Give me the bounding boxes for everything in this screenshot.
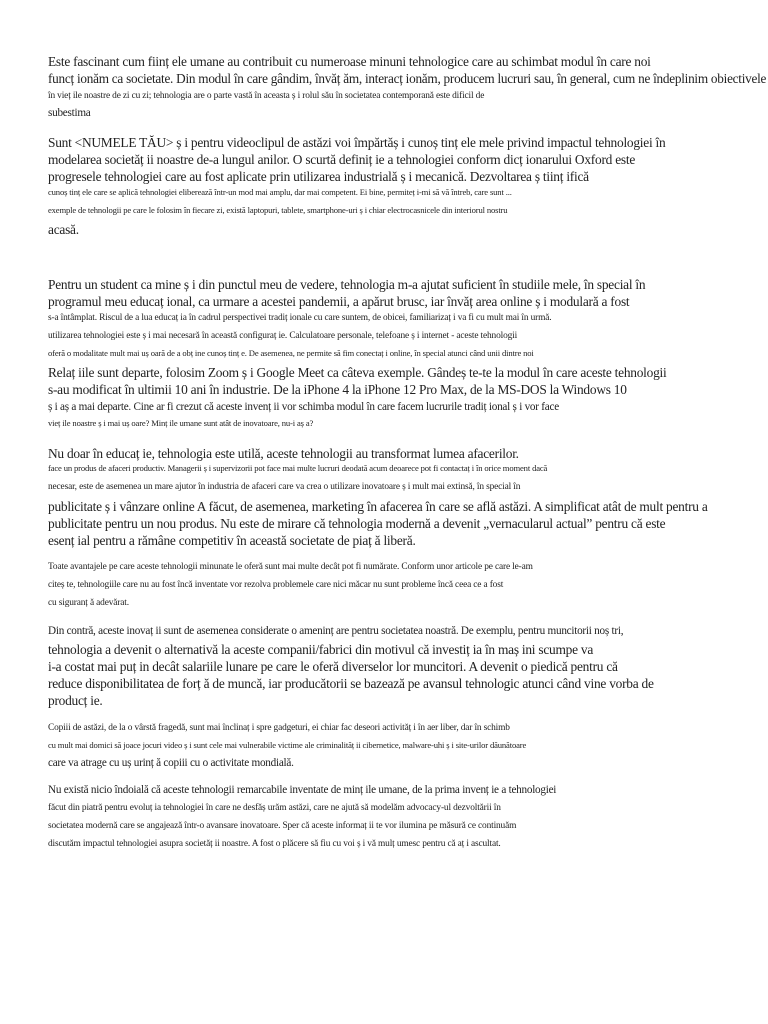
- text-line: exemple de tehnologii pe care le folosim în fiecare zi, există laptopuri, tablete, smartphone-uri ș i chiar electrocasnicele din interiorul nostru: [48, 205, 508, 215]
- text-line: progresele tehnologiei care au fost aplicate prin utilizarea industrială ș i mecanică. Dezvoltarea ș tiinț ifică: [48, 169, 589, 184]
- text-line: modelarea societăț ii noastre de-a lungul anilor. O scurtă definiț ie a tehnologiei conform dicț ionarului Oxford este: [48, 152, 636, 167]
- text-line: cunoș tinț ele care se aplică tehnologiei eliberează într-un mod mai amplu, dar mai competent. Ei bine, permiteț i-mi să vă întreb, care sunt ...: [48, 187, 512, 197]
- text-line: Toate avantajele pe care aceste tehnologii minunate le oferă sunt mai multe decât pot fi numărate. Conform unor articole pe care le-am: [48, 562, 533, 572]
- text-line: Copiii de astăzi, de la o vârstă fragedă, sunt mai înclinaț i spre gadgeturi, ei chiar fac deseori activităț i în aer liber, dar în schimb: [48, 723, 510, 733]
- text-line: esenț ial pentru a rămâne competitiv în această societate de piaț ă liberă.: [48, 533, 416, 548]
- text-line: Din contră, aceste inovaț ii sunt de asemenea considerate o ameninț are pentru societatea noastră. De exemplu, pentru muncitorii noș tri,: [48, 625, 624, 637]
- text-line: Pentru un student ca mine ș i din punctul meu de vedere, tehnologia m-a ajutat suficient în studiile mele, în special în: [48, 277, 646, 292]
- text-line: s-a întâmplat. Riscul de a lua educaț ia în cadrul perspectivei tradiț ionale cu care suntem, de obicei, familiarizaț i va fi cu mult mai în urmă.: [48, 313, 552, 323]
- text-line: societatea modernă care se angajează într-o avansare inovatoare. Sper că aceste informaț ii te vor ilumina pe măsură ce continuăm: [48, 821, 517, 831]
- text-line: subestima: [48, 107, 91, 119]
- text-line: programul meu educaț ional, ca urmare a acestei pandemii, a apărut brusc, iar învăț area online ș i modulară a fost: [48, 294, 630, 309]
- text-line: producț ie.: [48, 693, 103, 708]
- text-line: publicitate ș i vânzare online A făcut, de asemenea, marketing în afacerea în care se află astăzi. A simplificat atât de mult pentru a: [48, 499, 708, 514]
- text-line: Este fascinant cum ființ ele umane au contribuit cu numeroase minuni tehnologice care au schimbat modul în care noi: [48, 54, 651, 69]
- text-line: reduce disponibilitatea de forț ă de muncă, iar producătorii se bazează pe avansul tehnologic atunci când vine vorba de: [48, 676, 654, 691]
- text-line: funcț ionăm ca societate. Din modul în care gândim, învăț ăm, interacț ionăm, producem lucruri sau, în general, cum ne îndeplinim obiectivele: [48, 71, 767, 86]
- text-line: vieț ile noastre ș i mai uș oare? Minț ile umane sunt atât de inovatoare, nu-i aș a?: [48, 418, 314, 428]
- text-line: necesar, este de asemenea un mare ajutor în industria de afaceri care va crea o utilizare inovatoare ș i mult mai extinsă, în special în: [48, 482, 521, 492]
- text-line: Nu doar în educaț ie, tehnologia este utilă, aceste tehnologii au transformat lumea afacerilor.: [48, 446, 519, 461]
- text-line: utilizarea tehnologiei este ș i mai necesară în această configuraț ie. Calculatoare personale, telefoane ș i internet - aceste tehnologii: [48, 331, 518, 341]
- text-line: în vieț ile noastre de zi cu zi; tehnologia are o parte vastă în aceasta ș i rolul său în societatea contemporană este dificil de: [48, 91, 485, 101]
- text-line: Nu există nicio îndoială că aceste tehnologii remarcabile inventate de minț ile umane, de la prima invenț ie a tehnologiei: [48, 784, 557, 796]
- text-line: face un produs de afaceri productiv. Managerii ș i supervizorii pot face mai multe lucruri deodată acum deoarece pot fi contactaț i în orice moment dacă: [48, 463, 548, 473]
- text-line: ș i aș a mai departe. Cine ar fi crezut că aceste invenț ii vor schimba modul în care facem lucrurile tradiț ional ș i vor face: [48, 401, 559, 413]
- text-line: cu mult mai domici să joace jocuri video ș i sunt cele mai vulnerabile victime ale criminalităț ii cibernetice, malware-uhi ș i site-urilor dăunătoare: [48, 740, 527, 750]
- text-line: cu siguranț ă adevărat.: [48, 598, 129, 608]
- text-line: citeș te, tehnologiile care nu au fost încă inventate vor rezolva problemele care nici măcar nu sunt probleme încă ceea ce a fost: [48, 580, 504, 590]
- text-line: acasă.: [48, 222, 79, 237]
- text-line: Relaț iile sunt departe, folosim Zoom ș i Google Meet ca câteva exemple. Gândeș te-te la modul în care aceste tehnologii: [48, 365, 667, 380]
- text-line: oferă o modalitate mult mai uș oară de a obț ine cunoș tinț e. De asemenea, ne permite să fim conectaț i online, în special atunci când unii dintre noi: [48, 348, 534, 358]
- text-line: s-au modificat în ultimii 10 ani în industrie. De la iPhone 4 la iPhone 12 Pro Max, de la MS-DOS la Windows 10: [48, 382, 627, 397]
- text-line: făcut din piatră pentru evoluț ia tehnologiei în care ne desfăș urăm astăzi, care ne ajută să modelăm advocacy-ul dezvoltării în: [48, 803, 501, 813]
- text-line: care va atrage cu uș urinț ă copiii cu o activitate mondială.: [48, 757, 294, 769]
- text-line: publicitate pentru un nou produs. Nu este de mirare că tehnologia modernă a devenit „vernacularul actual” pentru că este: [48, 516, 666, 531]
- text-line: Sunt <NUMELE TĂU> ș i pentru videoclipul de astăzi voi împărtăș i cunoș tinț ele mele privind impactul tehnologiei în: [48, 135, 666, 150]
- text-line: tehnologia a devenit o alternativă la aceste companii/fabrici din motivul că investiț ia în maș ini scumpe va: [48, 642, 594, 657]
- text-line: i-a costat mai puț in decât salariile lunare pe care le oferă diverselor lor muncitori. A devenit o piedică pentru că: [48, 659, 618, 674]
- text-line: discutăm impactul tehnologiei asupra societăț ii noastre. A fost o plăcere să fiu cu voi ș i vă mulț umesc pentru că aț i ascultat.: [48, 839, 501, 849]
